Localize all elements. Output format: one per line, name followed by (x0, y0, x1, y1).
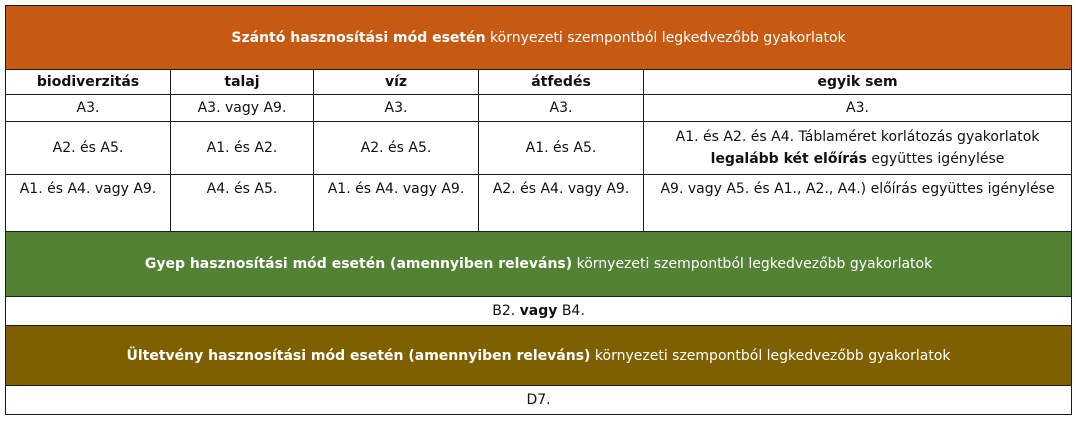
table-cell (644, 122, 1072, 175)
gyep-row (6, 297, 1072, 326)
szanto-title-bold: Szántó hasznosítási mód esetén (231, 29, 486, 46)
gyep-title (6, 232, 1072, 297)
table-cell: A3. vagy A9. (171, 95, 314, 122)
ultetveny-section-header (6, 326, 1072, 386)
table-cell: A1. és A4. vagy A9. (6, 175, 171, 232)
col-header-biodiverzitas: biodiverzitás (6, 70, 171, 95)
table-row (6, 95, 1072, 122)
cell-text: B4. (557, 303, 585, 319)
table-cell: A4. és A5. (171, 175, 314, 232)
table-cell: A2. és A5. (6, 122, 171, 175)
table-row (6, 122, 1072, 175)
cell-text-bold: vagy (519, 303, 558, 319)
table-cell: A1. és A2. (171, 122, 314, 175)
col-header-viz: víz (314, 70, 479, 95)
table-cell: A1. és A5. (479, 122, 644, 175)
table-row (6, 175, 1072, 232)
table-cell: A9. vagy A5. és A1., A2., A4.) előírás együttes igénylése (644, 175, 1072, 232)
gyep-section-header (6, 232, 1072, 297)
table-cell: A3. (479, 95, 644, 122)
cell-text-bold: legalább két előírás (710, 151, 867, 167)
practices-table (5, 5, 1072, 415)
table-cell: A2. és A4. vagy A9. (479, 175, 644, 232)
ultetveny-title-bold: Ültetvény hasznosítási mód esetén (amennyiben releváns) (126, 347, 591, 364)
gyep-title-bold: Gyep hasznosítási mód esetén (amennyiben releváns) (144, 256, 573, 272)
table-cell: A2. és A5. (314, 122, 479, 175)
col-header-atfedes: átfedés (479, 70, 644, 95)
cell-text: A1. és A2. és A4. Táblaméret korlátozás gyakorlatok (675, 129, 1040, 145)
col-header-egyik-sem: egyik sem (644, 70, 1072, 95)
szanto-title (6, 6, 1072, 70)
table-cell: A3. (644, 95, 1072, 122)
column-header-row (6, 70, 1072, 95)
szanto-title-rest: környezeti szempontból legkedvezőbb gyakorlatok (485, 29, 846, 46)
table-cell: D7. (6, 386, 1072, 415)
table-cell: A3. (6, 95, 171, 122)
ultetveny-row (6, 386, 1072, 415)
col-header-talaj: talaj (171, 70, 314, 95)
table-cell: A3. (314, 95, 479, 122)
cell-text: együttes igénylése (866, 151, 1005, 167)
cell-text: B2. (492, 303, 520, 319)
table-cell (6, 297, 1072, 326)
ultetveny-title-rest: környezeti szempontból legkedvezőbb gyakorlatok (590, 347, 951, 364)
szanto-section-header (6, 6, 1072, 70)
table-cell: A1. és A4. vagy A9. (314, 175, 479, 232)
ultetveny-title (6, 326, 1072, 386)
gyep-title-rest: környezeti szempontból legkedvezőbb gyakorlatok (572, 256, 933, 272)
